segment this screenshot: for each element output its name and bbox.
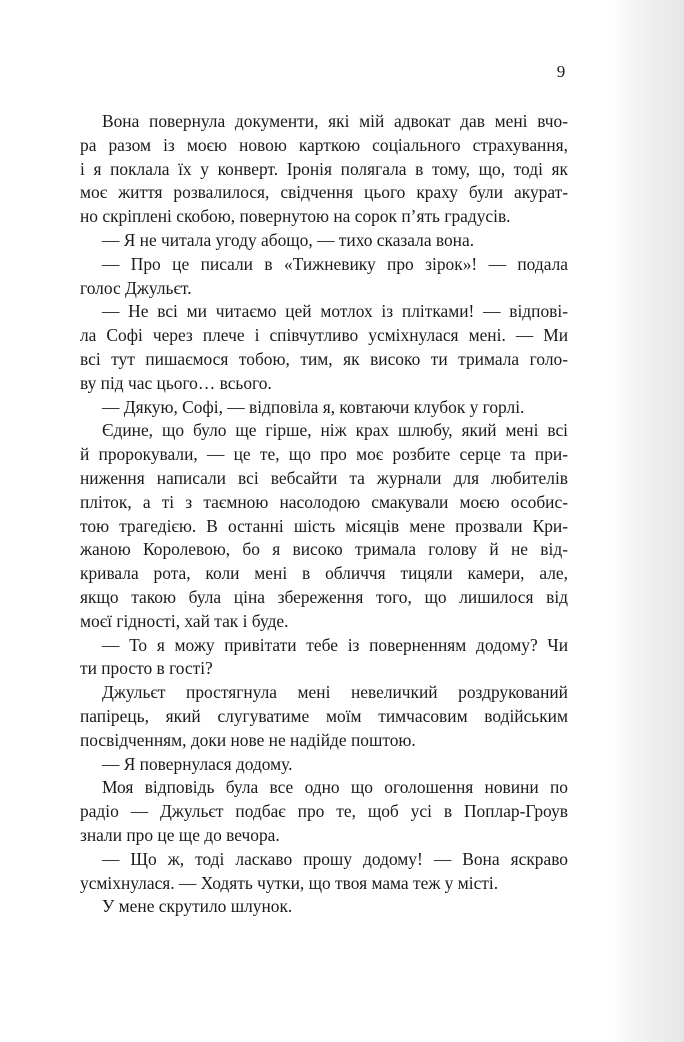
text-line: голос Джульєт.: [80, 277, 192, 298]
text-line: ра разом із моєю новою карткою соціального страхування,: [80, 134, 568, 155]
paragraph: [80, 253, 568, 301]
body-text: [80, 110, 568, 919]
paragraph: [80, 753, 568, 777]
paragraph: [80, 396, 568, 420]
text-line: — Я не читала угоду абощо, — тихо сказала вона.: [102, 229, 475, 250]
text-line: Вона повернула документи, які мій адвокат дав мені вчо-: [102, 111, 568, 131]
text-line: й пророкували, — це те, що про моє розбите серце та при-: [80, 444, 568, 465]
text-line: — Про це писали в «Тижневику про зірок»! — подала: [102, 253, 568, 274]
text-line: ти просто в гості?: [80, 658, 213, 679]
text-line: якщо такою була ціна збереження того, що лишилося від: [80, 586, 568, 607]
text-line: Моя відповідь була все одно що оголошення новини по: [102, 777, 568, 798]
paragraph: [80, 848, 568, 896]
text-line: жаною Королевою, бо я високо тримала голову й не від-: [80, 539, 568, 560]
text-line: пліток, а ті з таємною насолодою смакували моєю особис-: [80, 491, 568, 512]
paragraph: [80, 634, 568, 682]
paragraph: [80, 229, 568, 253]
text-line: Джульєт простягнула мені невеличкий роздрукований: [102, 682, 568, 703]
paragraph: [80, 419, 568, 633]
text-line: знали про це ще до вечора.: [80, 824, 280, 845]
text-line: — То я можу привітати тебе із поверненням додому? Чи: [102, 634, 568, 655]
paragraph: [80, 681, 568, 752]
text-line: папірець, який слугуватиме моїм тимчасовим водійським: [80, 705, 568, 726]
text-line: ла Софі через плече і співчутливо усміхнулася мені. — Ми: [80, 325, 568, 346]
paragraph: [80, 110, 568, 229]
paragraph: [80, 776, 568, 847]
text-line: — Дякую, Софі, — відповіла я, ковтаючи клубок у горлі.: [102, 396, 525, 417]
text-line: моє життя розвалилося, свідчення цього краху були акурат-: [80, 182, 568, 203]
text-line: і я поклала їх у конверт. Іронія полягала в тому, що, тоді як: [80, 158, 568, 179]
text-line: Єдине, що було ще гірше, ніж крах шлюбу, який мені всі: [102, 420, 568, 441]
text-line: но скріплені скобою, повернутою на сорок п’ять градусів.: [80, 206, 511, 227]
text-line: ву під час цього… всього.: [80, 372, 272, 393]
text-line: усміхнулася. — Ходять чутки, що твоя мама теж у місті.: [80, 872, 499, 893]
text-line: кривала рота, коли мені в обличчя тицяли камери, але,: [80, 563, 568, 584]
page-number: 9: [556, 62, 566, 81]
text-line: моєї гідності, хай так і буде.: [80, 610, 289, 631]
text-line: всі тут пишаємося тобою, тим, як високо ти тримала голо-: [80, 348, 568, 369]
text-line: — Не всі ми читаємо цей мотлох із плітками! — відпові-: [102, 301, 568, 322]
text-line: У мене скрутило шлунок.: [102, 896, 293, 917]
paragraph: [80, 895, 568, 919]
text-line: — Що ж, тоді ласкаво прошу додому! — Вона яскраво: [102, 848, 568, 869]
text-line: тою трагедією. В останні шість місяців мене прозвали Кри-: [80, 515, 568, 536]
text-line: ниження написали всі вебсайти та журнали для любителів: [80, 467, 568, 488]
text-line: — Я повернулася додому.: [102, 753, 293, 774]
text-line: радіо — Джульєт подбає про те, щоб усі в Поплар-Гроув: [80, 801, 568, 822]
paragraph: [80, 300, 568, 395]
text-line: посвідченням, доки нове не надійде поштою.: [80, 729, 416, 750]
